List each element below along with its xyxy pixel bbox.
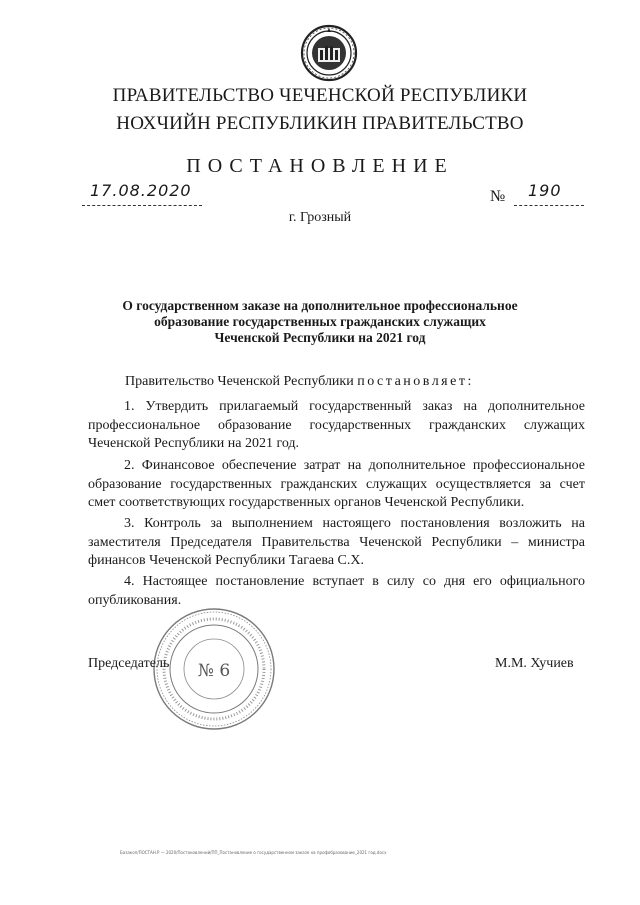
preamble-verb: постановляет: xyxy=(357,374,474,389)
paragraph-4: 4. Настоящее постановление вступает в силу со дня его официального опубликования. xyxy=(88,574,585,608)
preamble xyxy=(125,374,474,390)
seal-center-text: № 6 xyxy=(197,661,231,681)
signatory-name: М.М. Хучиев xyxy=(495,656,574,671)
number-field xyxy=(514,181,584,206)
number-label: № xyxy=(490,188,506,205)
paragraph-3: 3. Контроль за выполнением настоящего постановления возложить на заместителя Председателя Правительства Чеченской Республики – министра финансов Чеченской Республики Тагаева С.Х. xyxy=(88,516,585,568)
document-type: ПОСТАНОВЛЕНИЕ xyxy=(186,155,454,177)
paragraph-1: 1. Утвердить прилагаемый государственный заказ на дополнительное профессиональное образование государственных гражданских служащих Чеченской Республики на 2021 год. xyxy=(88,399,585,451)
city: г. Грозный xyxy=(288,210,352,225)
subject-line-2: образование государственных гражданских служащих xyxy=(154,314,486,329)
subject-line-3: Чеченской Республики на 2021 год xyxy=(214,330,426,345)
coat-of-arms-emblem xyxy=(300,22,358,84)
subject-line-1: О государственном заказе на дополнительное профессиональное xyxy=(122,298,518,313)
signatory-role: Председатель xyxy=(88,656,170,671)
preamble-text: Правительство Чеченской Республики xyxy=(125,374,358,389)
document-subject xyxy=(80,298,560,346)
date-field xyxy=(82,181,202,206)
number-value: 190 xyxy=(528,181,562,200)
government-title-chechen: НОХЧИЙН РЕСПУБЛИКИН ПРАВИТЕЛЬСТВО xyxy=(116,113,524,134)
paragraph-2: 2. Финансовое обеспечение затрат на дополнительное профессиональное образование государственных гражданских служащих осуществляется за счет смет соответствующих государственных органов Чеченской Республики. xyxy=(88,458,585,510)
date-value: 17.08.2020 xyxy=(90,181,192,200)
file-path-footer: Базакоп/ПОСТАН.Р — 2020/Постановлений/ПП_Постановление о государственном заказе на профобразование_2021 год.docx xyxy=(120,850,387,855)
government-title-russian: ПРАВИТЕЛЬСТВО ЧЕЧЕНСКОЙ РЕСПУБЛИКИ xyxy=(112,85,528,106)
